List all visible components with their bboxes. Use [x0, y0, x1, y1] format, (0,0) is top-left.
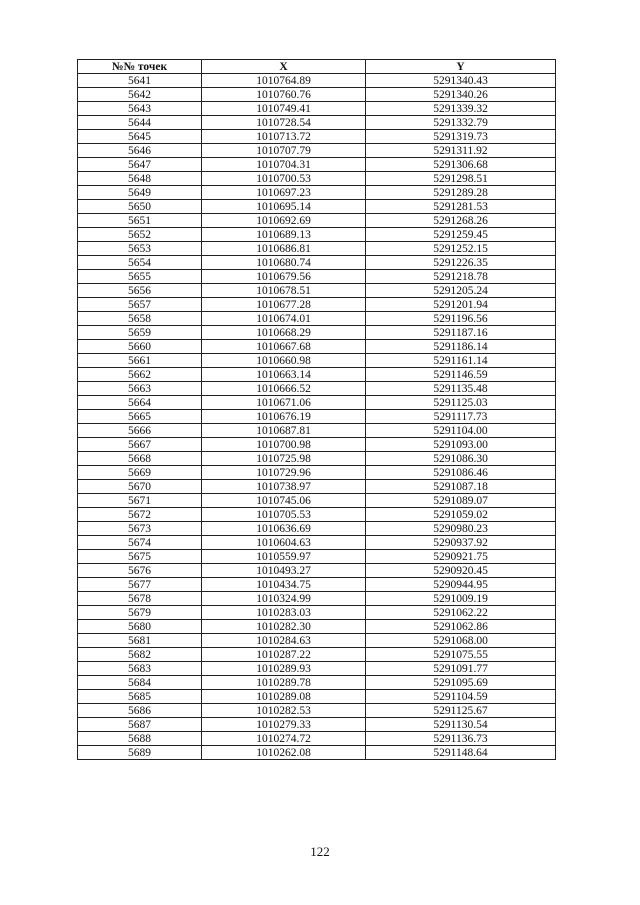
table-row — [78, 242, 556, 256]
table-row — [78, 88, 556, 102]
cell-x: 1010689.13 — [202, 228, 366, 242]
header-row — [78, 60, 556, 74]
table-row — [78, 256, 556, 270]
cell-x: 1010707.79 — [202, 144, 366, 158]
table-row — [78, 662, 556, 676]
table-row — [78, 592, 556, 606]
cell-point-number: 5651 — [78, 214, 202, 228]
cell-x: 1010282.30 — [202, 620, 366, 634]
cell-y: 5291319.73 — [366, 130, 556, 144]
cell-y: 5291104.00 — [366, 424, 556, 438]
cell-x: 1010738.97 — [202, 480, 366, 494]
cell-y: 5291087.18 — [366, 480, 556, 494]
table-row — [78, 340, 556, 354]
table-row — [78, 424, 556, 438]
cell-x: 1010697.23 — [202, 186, 366, 200]
cell-point-number: 5683 — [78, 662, 202, 676]
cell-y: 5291259.45 — [366, 228, 556, 242]
cell-y: 5291062.86 — [366, 620, 556, 634]
cell-point-number: 5678 — [78, 592, 202, 606]
cell-y: 5291311.92 — [366, 144, 556, 158]
table-row — [78, 130, 556, 144]
table-row — [78, 354, 556, 368]
cell-x: 1010700.98 — [202, 438, 366, 452]
table-row — [78, 522, 556, 536]
table-row — [78, 382, 556, 396]
cell-y: 5291104.59 — [366, 690, 556, 704]
cell-x: 1010493.27 — [202, 564, 366, 578]
cell-y: 5291339.32 — [366, 102, 556, 116]
cell-y: 5291252.15 — [366, 242, 556, 256]
cell-y: 5291130.54 — [366, 718, 556, 732]
table-row — [78, 200, 556, 214]
cell-point-number: 5679 — [78, 606, 202, 620]
cell-x: 1010636.69 — [202, 522, 366, 536]
cell-x: 1010687.81 — [202, 424, 366, 438]
cell-x: 1010729.96 — [202, 466, 366, 480]
cell-point-number: 5681 — [78, 634, 202, 648]
cell-x: 1010695.14 — [202, 200, 366, 214]
table-row — [78, 284, 556, 298]
table-row — [78, 620, 556, 634]
cell-y: 5291148.64 — [366, 746, 556, 760]
cell-x: 1010667.68 — [202, 340, 366, 354]
cell-point-number: 5666 — [78, 424, 202, 438]
cell-x: 1010686.81 — [202, 242, 366, 256]
cell-y: 5291117.73 — [366, 410, 556, 424]
cell-x: 1010671.06 — [202, 396, 366, 410]
cell-y: 5291136.73 — [366, 732, 556, 746]
cell-y: 5291332.79 — [366, 116, 556, 130]
table-row — [78, 634, 556, 648]
cell-point-number: 5668 — [78, 452, 202, 466]
table-row — [78, 312, 556, 326]
cell-x: 1010289.78 — [202, 676, 366, 690]
cell-point-number: 5642 — [78, 88, 202, 102]
cell-y: 5291226.35 — [366, 256, 556, 270]
cell-y: 5291125.67 — [366, 704, 556, 718]
cell-x: 1010274.72 — [202, 732, 366, 746]
cell-y: 5291059.02 — [366, 508, 556, 522]
table-row — [78, 718, 556, 732]
cell-y: 5291201.94 — [366, 298, 556, 312]
table-row — [78, 144, 556, 158]
cell-point-number: 5661 — [78, 354, 202, 368]
cell-point-number: 5645 — [78, 130, 202, 144]
table-row — [78, 704, 556, 718]
cell-y: 5291340.43 — [366, 74, 556, 88]
cell-x: 1010663.14 — [202, 368, 366, 382]
cell-point-number: 5660 — [78, 340, 202, 354]
cell-point-number: 5644 — [78, 116, 202, 130]
cell-y: 5291268.26 — [366, 214, 556, 228]
cell-point-number: 5671 — [78, 494, 202, 508]
cell-point-number: 5652 — [78, 228, 202, 242]
cell-point-number: 5688 — [78, 732, 202, 746]
table-row — [78, 494, 556, 508]
cell-y: 5291086.30 — [366, 452, 556, 466]
cell-y: 5291009.19 — [366, 592, 556, 606]
cell-y: 5291306.68 — [366, 158, 556, 172]
cell-x: 1010282.53 — [202, 704, 366, 718]
cell-x: 1010764.89 — [202, 74, 366, 88]
cell-point-number: 5665 — [78, 410, 202, 424]
table-header — [78, 60, 556, 74]
header-point-number: №№ точек — [78, 60, 202, 74]
cell-x: 1010700.53 — [202, 172, 366, 186]
cell-y: 5291187.16 — [366, 326, 556, 340]
header-y: Y — [366, 60, 556, 74]
cell-point-number: 5657 — [78, 298, 202, 312]
cell-point-number: 5648 — [78, 172, 202, 186]
table-row — [78, 732, 556, 746]
cell-y: 5291218.78 — [366, 270, 556, 284]
cell-y: 5291089.07 — [366, 494, 556, 508]
table-row — [78, 508, 556, 522]
table-row — [78, 550, 556, 564]
table-row — [78, 564, 556, 578]
cell-point-number: 5656 — [78, 284, 202, 298]
cell-point-number: 5650 — [78, 200, 202, 214]
cell-y: 5291298.51 — [366, 172, 556, 186]
cell-point-number: 5663 — [78, 382, 202, 396]
cell-x: 1010728.54 — [202, 116, 366, 130]
cell-y: 5291281.53 — [366, 200, 556, 214]
table-row — [78, 410, 556, 424]
cell-y: 5291062.22 — [366, 606, 556, 620]
cell-x: 1010676.19 — [202, 410, 366, 424]
cell-y: 5291196.56 — [366, 312, 556, 326]
cell-point-number: 5674 — [78, 536, 202, 550]
cell-x: 1010279.33 — [202, 718, 366, 732]
table-row — [78, 214, 556, 228]
cell-y: 5291205.24 — [366, 284, 556, 298]
cell-point-number: 5676 — [78, 564, 202, 578]
cell-x: 1010287.22 — [202, 648, 366, 662]
cell-x: 1010679.56 — [202, 270, 366, 284]
cell-point-number: 5647 — [78, 158, 202, 172]
table-row — [78, 690, 556, 704]
cell-point-number: 5658 — [78, 312, 202, 326]
table-row — [78, 648, 556, 662]
cell-point-number: 5677 — [78, 578, 202, 592]
table-row — [78, 466, 556, 480]
cell-y: 5291146.59 — [366, 368, 556, 382]
cell-x: 1010705.53 — [202, 508, 366, 522]
cell-x: 1010704.31 — [202, 158, 366, 172]
cell-point-number: 5641 — [78, 74, 202, 88]
table-row — [78, 676, 556, 690]
cell-point-number: 5654 — [78, 256, 202, 270]
table-row — [78, 536, 556, 550]
cell-x: 1010666.52 — [202, 382, 366, 396]
cell-point-number: 5669 — [78, 466, 202, 480]
cell-y: 5291075.55 — [366, 648, 556, 662]
header-x: X — [202, 60, 366, 74]
cell-point-number: 5662 — [78, 368, 202, 382]
cell-y: 5290920.45 — [366, 564, 556, 578]
cell-y: 5291095.69 — [366, 676, 556, 690]
table-row — [78, 326, 556, 340]
cell-point-number: 5672 — [78, 508, 202, 522]
cell-point-number: 5653 — [78, 242, 202, 256]
cell-y: 5291125.03 — [366, 396, 556, 410]
cell-x: 1010284.63 — [202, 634, 366, 648]
cell-x: 1010660.98 — [202, 354, 366, 368]
cell-x: 1010262.08 — [202, 746, 366, 760]
table-row — [78, 298, 556, 312]
table-row — [78, 186, 556, 200]
cell-x: 1010677.28 — [202, 298, 366, 312]
cell-x: 1010674.01 — [202, 312, 366, 326]
cell-x: 1010324.99 — [202, 592, 366, 606]
table-row — [78, 116, 556, 130]
cell-x: 1010678.51 — [202, 284, 366, 298]
table-row — [78, 452, 556, 466]
cell-point-number: 5687 — [78, 718, 202, 732]
cell-y: 5291289.28 — [366, 186, 556, 200]
table-row — [78, 158, 556, 172]
cell-y: 5290980.23 — [366, 522, 556, 536]
cell-y: 5290937.92 — [366, 536, 556, 550]
cell-point-number: 5643 — [78, 102, 202, 116]
cell-point-number: 5659 — [78, 326, 202, 340]
cell-x: 1010289.08 — [202, 690, 366, 704]
table-body — [78, 74, 556, 760]
cell-point-number: 5655 — [78, 270, 202, 284]
table-row — [78, 606, 556, 620]
cell-point-number: 5689 — [78, 746, 202, 760]
table-row — [78, 396, 556, 410]
cell-y: 5291161.14 — [366, 354, 556, 368]
cell-y: 5291093.00 — [366, 438, 556, 452]
cell-y: 5290921.75 — [366, 550, 556, 564]
cell-x: 1010713.72 — [202, 130, 366, 144]
table-row — [78, 74, 556, 88]
cell-y: 5291135.48 — [366, 382, 556, 396]
cell-point-number: 5646 — [78, 144, 202, 158]
cell-point-number: 5675 — [78, 550, 202, 564]
cell-y: 5291091.77 — [366, 662, 556, 676]
cell-x: 1010725.98 — [202, 452, 366, 466]
cell-y: 5291186.14 — [366, 340, 556, 354]
table-row — [78, 480, 556, 494]
cell-point-number: 5686 — [78, 704, 202, 718]
cell-x: 1010289.93 — [202, 662, 366, 676]
table-row — [78, 270, 556, 284]
table-row — [78, 102, 556, 116]
cell-y: 5290944.95 — [366, 578, 556, 592]
cell-x: 1010668.29 — [202, 326, 366, 340]
cell-x: 1010745.06 — [202, 494, 366, 508]
cell-point-number: 5682 — [78, 648, 202, 662]
table-row — [78, 438, 556, 452]
cell-x: 1010760.76 — [202, 88, 366, 102]
cell-y: 5291340.26 — [366, 88, 556, 102]
table-row — [78, 368, 556, 382]
cell-x: 1010749.41 — [202, 102, 366, 116]
cell-x: 1010283.03 — [202, 606, 366, 620]
cell-point-number: 5684 — [78, 676, 202, 690]
table-row — [78, 578, 556, 592]
cell-point-number: 5670 — [78, 480, 202, 494]
cell-point-number: 5685 — [78, 690, 202, 704]
coordinates-table — [77, 59, 556, 760]
cell-point-number: 5667 — [78, 438, 202, 452]
cell-y: 5291068.00 — [366, 634, 556, 648]
cell-point-number: 5673 — [78, 522, 202, 536]
page-number: 122 — [310, 844, 330, 859]
table-row — [78, 172, 556, 186]
table-row — [78, 228, 556, 242]
table-row — [78, 746, 556, 760]
cell-point-number: 5680 — [78, 620, 202, 634]
cell-y: 5291086.46 — [366, 466, 556, 480]
cell-x: 1010680.74 — [202, 256, 366, 270]
cell-point-number: 5664 — [78, 396, 202, 410]
cell-x: 1010434.75 — [202, 578, 366, 592]
cell-x: 1010559.97 — [202, 550, 366, 564]
cell-x: 1010604.63 — [202, 536, 366, 550]
cell-point-number: 5649 — [78, 186, 202, 200]
cell-x: 1010692.69 — [202, 214, 366, 228]
